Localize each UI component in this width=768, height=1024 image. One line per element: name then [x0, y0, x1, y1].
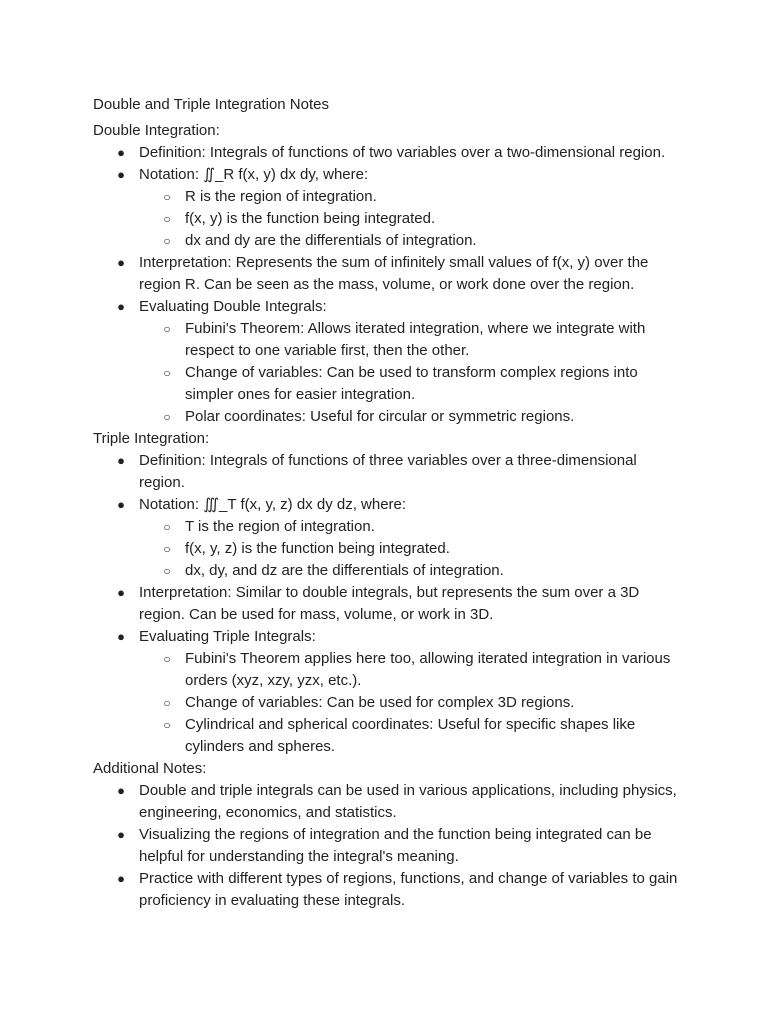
sub-list-item-text: R is the region of integration. [185, 188, 377, 205]
sub-bullet-list [139, 186, 683, 252]
list-item-text: Definition: Integrals of functions of two variables over a two-dimensional region. [139, 144, 666, 161]
circle-bullet-icon: ○ [163, 718, 171, 732]
list-item [93, 868, 683, 912]
list-item-text: Definition: Integrals of functions of three variables over a three-dimensional region. [139, 452, 637, 491]
sub-list-item-text: Cylindrical and spherical coordinates: Useful for specific shapes like cylinders and spheres. [185, 716, 636, 755]
bullet-icon: ● [117, 585, 125, 600]
sub-list-item [139, 230, 683, 252]
list-item [93, 450, 683, 494]
sub-list-item-text: f(x, y) is the function being integrated. [185, 210, 436, 227]
list-item-text: Visualizing the regions of integration and the function being integrated can be helpful for understanding the integral's meaning. [139, 826, 652, 865]
sub-list-item [139, 538, 683, 560]
bullet-icon: ● [117, 145, 125, 160]
list-item-text: Interpretation: Similar to double integrals, but represents the sum over a 3D region. Can be used for mass, volume, or work in 3D. [139, 584, 640, 623]
list-item [93, 494, 683, 582]
sub-list-item [139, 318, 683, 362]
circle-bullet-icon: ○ [163, 696, 171, 710]
sub-list-item [139, 714, 683, 758]
circle-bullet-icon: ○ [163, 542, 171, 556]
bullet-list [93, 780, 683, 912]
bullet-icon: ● [117, 629, 125, 644]
sub-list-item-text: dx and dy are the differentials of integration. [185, 232, 477, 249]
sub-list-item-text: Polar coordinates: Useful for circular or symmetric regions. [185, 408, 575, 425]
bullet-icon: ● [117, 299, 125, 314]
circle-bullet-icon: ○ [163, 366, 171, 380]
sub-list-item [139, 406, 683, 428]
list-item [93, 164, 683, 252]
list-item [93, 824, 683, 868]
circle-bullet-icon: ○ [163, 520, 171, 534]
list-item [93, 780, 683, 824]
sub-list-item [139, 208, 683, 230]
bullet-list [93, 450, 683, 758]
list-item-text: Evaluating Triple Integrals: [139, 628, 316, 645]
sub-list-item [139, 362, 683, 406]
circle-bullet-icon: ○ [163, 564, 171, 578]
section-heading: Double Integration: [93, 122, 220, 139]
sub-list-item [139, 516, 683, 538]
sub-list-item [139, 560, 683, 582]
sub-list-item [139, 186, 683, 208]
bullet-icon: ● [117, 453, 125, 468]
circle-bullet-icon: ○ [163, 652, 171, 666]
list-item-text: Notation: ∭_T f(x, y, z) dx dy dz, where: [139, 496, 407, 513]
list-item-text: Practice with different types of regions, functions, and change of variables to gain proficiency in evaluating these integrals. [139, 870, 678, 909]
circle-bullet-icon: ○ [163, 322, 171, 336]
list-item [93, 296, 683, 428]
sub-bullet-list [139, 648, 683, 758]
list-item [93, 582, 683, 626]
list-item [93, 142, 683, 164]
document-page [93, 94, 683, 912]
sub-list-item-text: Change of variables: Can be used to transform complex regions into simpler ones for easier integration. [185, 364, 638, 403]
bullet-icon: ● [117, 167, 125, 182]
document-sections [93, 120, 683, 912]
bullet-icon: ● [117, 871, 125, 886]
sub-list-item [139, 648, 683, 692]
section-heading: Additional Notes: [93, 760, 207, 777]
sub-list-item-text: f(x, y, z) is the function being integrated. [185, 540, 450, 557]
sub-bullet-list [139, 516, 683, 582]
sub-list-item-text: Fubini's Theorem applies here too, allowing iterated integration in various orders (xyz, xzy, yzx, etc.). [185, 650, 671, 689]
sub-list-item [139, 692, 683, 714]
circle-bullet-icon: ○ [163, 234, 171, 248]
bullet-icon: ● [117, 783, 125, 798]
list-item-text: Evaluating Double Integrals: [139, 298, 327, 315]
bullet-icon: ● [117, 827, 125, 842]
circle-bullet-icon: ○ [163, 212, 171, 226]
bullet-list [93, 142, 683, 428]
sub-list-item-text: T is the region of integration. [185, 518, 375, 535]
list-item [93, 252, 683, 296]
sub-list-item-text: Change of variables: Can be used for complex 3D regions. [185, 694, 575, 711]
list-item-text: Double and triple integrals can be used in various applications, including physics, engineering, economics, and statistics. [139, 782, 677, 821]
bullet-icon: ● [117, 255, 125, 270]
sub-bullet-list [139, 318, 683, 428]
circle-bullet-icon: ○ [163, 190, 171, 204]
document-title: Double and Triple Integration Notes [93, 96, 329, 113]
circle-bullet-icon: ○ [163, 410, 171, 424]
list-item [93, 626, 683, 758]
list-item-text: Notation: ∬_R f(x, y) dx dy, where: [139, 166, 369, 183]
list-item-text: Interpretation: Represents the sum of infinitely small values of f(x, y) over the region R. Can be seen as the mass, volume, or work done over the region. [139, 254, 649, 293]
section-heading: Triple Integration: [93, 430, 210, 447]
sub-list-item-text: dx, dy, and dz are the differentials of integration. [185, 562, 504, 579]
sub-list-item-text: Fubini's Theorem: Allows iterated integration, where we integrate with respect to one variable first, then the other. [185, 320, 646, 359]
bullet-icon: ● [117, 497, 125, 512]
